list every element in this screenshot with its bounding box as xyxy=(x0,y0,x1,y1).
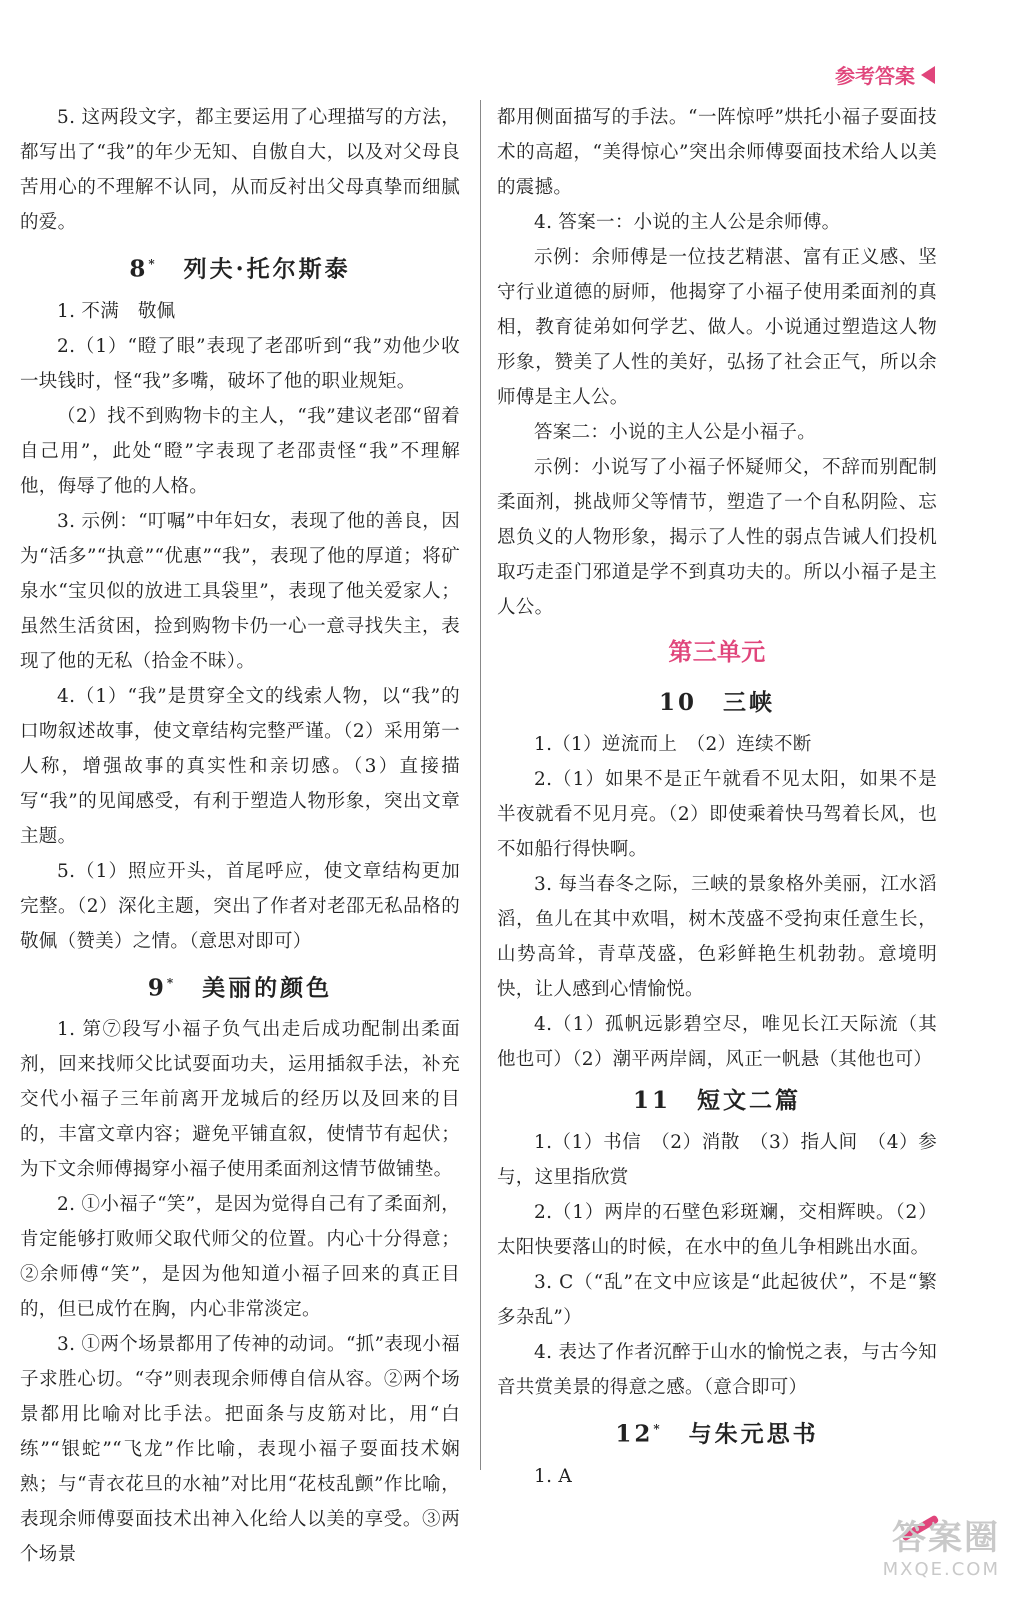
answer-paragraph: 4.（1）“我”是贯穿全文的线索人物，以“我”的口吻叙述故事，使文章结构完整严谨。（2）采用第一人称，增强故事的真实性和亲切感。（3）直接描写“我”的见闻感受，有利于塑造人物形象，突出文章主题。 xyxy=(20,685,460,847)
answer-paragraph: 2.（1）如果不是正午就看不见太阳，如果不是半夜就看不见月亮。（2）即使乘着快马驾着长风，也不如船行得快啊。 xyxy=(497,769,937,860)
answer-paragraph: 3. 示例：“叮嘱”中年妇女，表现了他的善良，因为“活多”“执意”“优惠”“我”，表现了他的厚道；将矿泉水“宝贝似的放进工具袋里”，表现了他关爱家人；虽然生活贫困，捡到购物卡仍一心一意寻找失主，表现了他的无私（拾金不昧）。 xyxy=(20,510,460,672)
unit-heading: 第三单元 xyxy=(668,638,766,666)
left-column xyxy=(20,100,460,1572)
right-column xyxy=(497,100,937,1494)
watermark-logo: 答案圈 xyxy=(892,1518,1000,1558)
section-heading-9: 9* 美丽的颜色 xyxy=(147,974,333,1002)
answer-paragraph: 2.（1）“瞪了眼”表现了老邵听到“我”劝他少收一块钱时，怪“我”多嘴，破坏了他的职业规矩。 xyxy=(20,335,460,392)
answer-paragraph: 1. A xyxy=(534,1465,573,1487)
answer-paragraph: 4.（1）孤帆远影碧空尽，唯见长江天际流（其他也可）（2）潮平两岸阔，风正一帆悬（其他也可） xyxy=(497,1014,937,1070)
header-title: 参考答案 xyxy=(835,64,915,88)
answer-paragraph: 1. 不满 敬佩 xyxy=(57,300,176,322)
answer-paragraph: 1.（1）书信 （2）消散 （3）指人间 （4）参与，这里指欣赏 xyxy=(497,1132,937,1188)
answer-paragraph: 5.（1）照应开头，首尾呼应，使文章结构更加完整。（2）深化主题，突出了作者对老邵无私品格的敬佩（赞美）之情。（意思对即可） xyxy=(20,860,460,952)
answer-paragraph: 都用侧面描写的手法。“一阵惊呼”烘托小福子耍面技术的高超，“美得惊心”突出余师傅耍面技术给人以美的震撼。 xyxy=(497,107,937,198)
section-heading-8: 8* 列夫·托尔斯泰 xyxy=(129,255,351,283)
answer-paragraph: 3. ①两个场景都用了传神的动词。“抓”表现小福子求胜心切。“夺”则表现余师傅自信从容。②两个场景都用比喻对比手法。把面条与皮筋对比，用“白练”“银蛇”“飞龙”作比喻，表现小福子耍面技术娴熟；与“青衣花旦的水袖”对比用“花枝乱颤”作比喻，表现余师傅耍面技术出神入化给人以美的享受。③两个场景 xyxy=(20,1334,460,1566)
triangle-icon xyxy=(921,66,935,84)
page-header xyxy=(835,60,935,89)
answer-paragraph: 示例：余师傅是一位技艺精湛、富有正义感、坚守行业道德的厨师，他揭穿了小福子使用柔面剂的真相，教育徒弟如何学艺、做人。小说通过塑造这人物形象，赞美了人性的美好，弘扬了社会正气，所以余师傅是主人公。 xyxy=(497,247,937,408)
answer-paragraph: 5. 这两段文字，都主要运用了心理描写的方法，都写出了“我”的年少无知、自傲自大，以及对父母良苦用心的不理解不认同，从而反衬出父母真挚而细腻的爱。 xyxy=(20,107,460,233)
answer-paragraph: 1.（1）逆流而上 （2）连续不断 xyxy=(534,734,812,755)
section-heading-10: 10 三峡 xyxy=(658,689,775,716)
answer-paragraph: 3. C（“乱”在文中应该是“此起彼伏”，不是“繁多杂乱”） xyxy=(497,1272,937,1328)
watermark-site: MXQE.COM xyxy=(882,1559,1000,1580)
answer-paragraph: 示例：小说写了小福子怀疑师父，不辞而别配制柔面剂，挑战师父等情节，塑造了一个自私阴险、忘恩负义的人物形象，揭示了人性的弱点告诫人们投机取巧走歪门邪道是学不到真功夫的。所以小福子是主人公。 xyxy=(497,457,937,618)
answer-paragraph: （2）找不到购物卡的主人，“我”建议老邵“留着自己用”，此处“瞪”字表现了老邵责怪“我”不理解他，侮辱了他的人格。 xyxy=(20,405,460,497)
column-divider xyxy=(480,100,481,1470)
answer-paragraph: 1. 第⑦段写小福子负气出走后成功配制出柔面剂，回来找师父比试耍面功夫，运用插叙手法，补充交代小福子三年前离开龙城后的经历以及回来的目的，丰富文章内容；避免平铺直叙，使情节有起伏；为下文余师傅揭穿小福子使用柔面剂这情节做铺垫。 xyxy=(20,1019,460,1181)
answer-paragraph: 4. 表达了作者沉醉于山水的愉悦之表，与古今知音共赏美景的得意之感。（意合即可） xyxy=(497,1342,937,1398)
section-heading-12: 12* 与朱元思书 xyxy=(615,1420,819,1448)
answer-paragraph: 答案二：小说的主人公是小福子。 xyxy=(534,422,817,443)
answer-paragraph: 2.（1）两岸的石壁色彩斑斓，交相辉映。（2）太阳快要落山的时候，在水中的鱼儿争相跳出水面。 xyxy=(497,1202,937,1258)
section-heading-11: 11 短文二篇 xyxy=(632,1087,801,1114)
watermark xyxy=(780,1510,1000,1580)
answer-paragraph: 4. 答案一：小说的主人公是余师傅。 xyxy=(534,212,841,233)
answer-paragraph: 3. 每当春冬之际，三峡的景象格外美丽，江水滔滔，鱼儿在其中欢唱，树木茂盛不受拘束任意生长，山势高耸，青草茂盛，色彩鲜艳生机勃勃。意境明快，让人感到心情愉悦。 xyxy=(497,874,937,1000)
answer-paragraph: 2. ①小福子“笑”，是因为觉得自己有了柔面剂，肯定能够打败师父取代师父的位置。内心十分得意；②余师傅“笑”，是因为他知道小福子回来的真正目的，但已成竹在胸，内心非常淡定。 xyxy=(20,1194,460,1321)
